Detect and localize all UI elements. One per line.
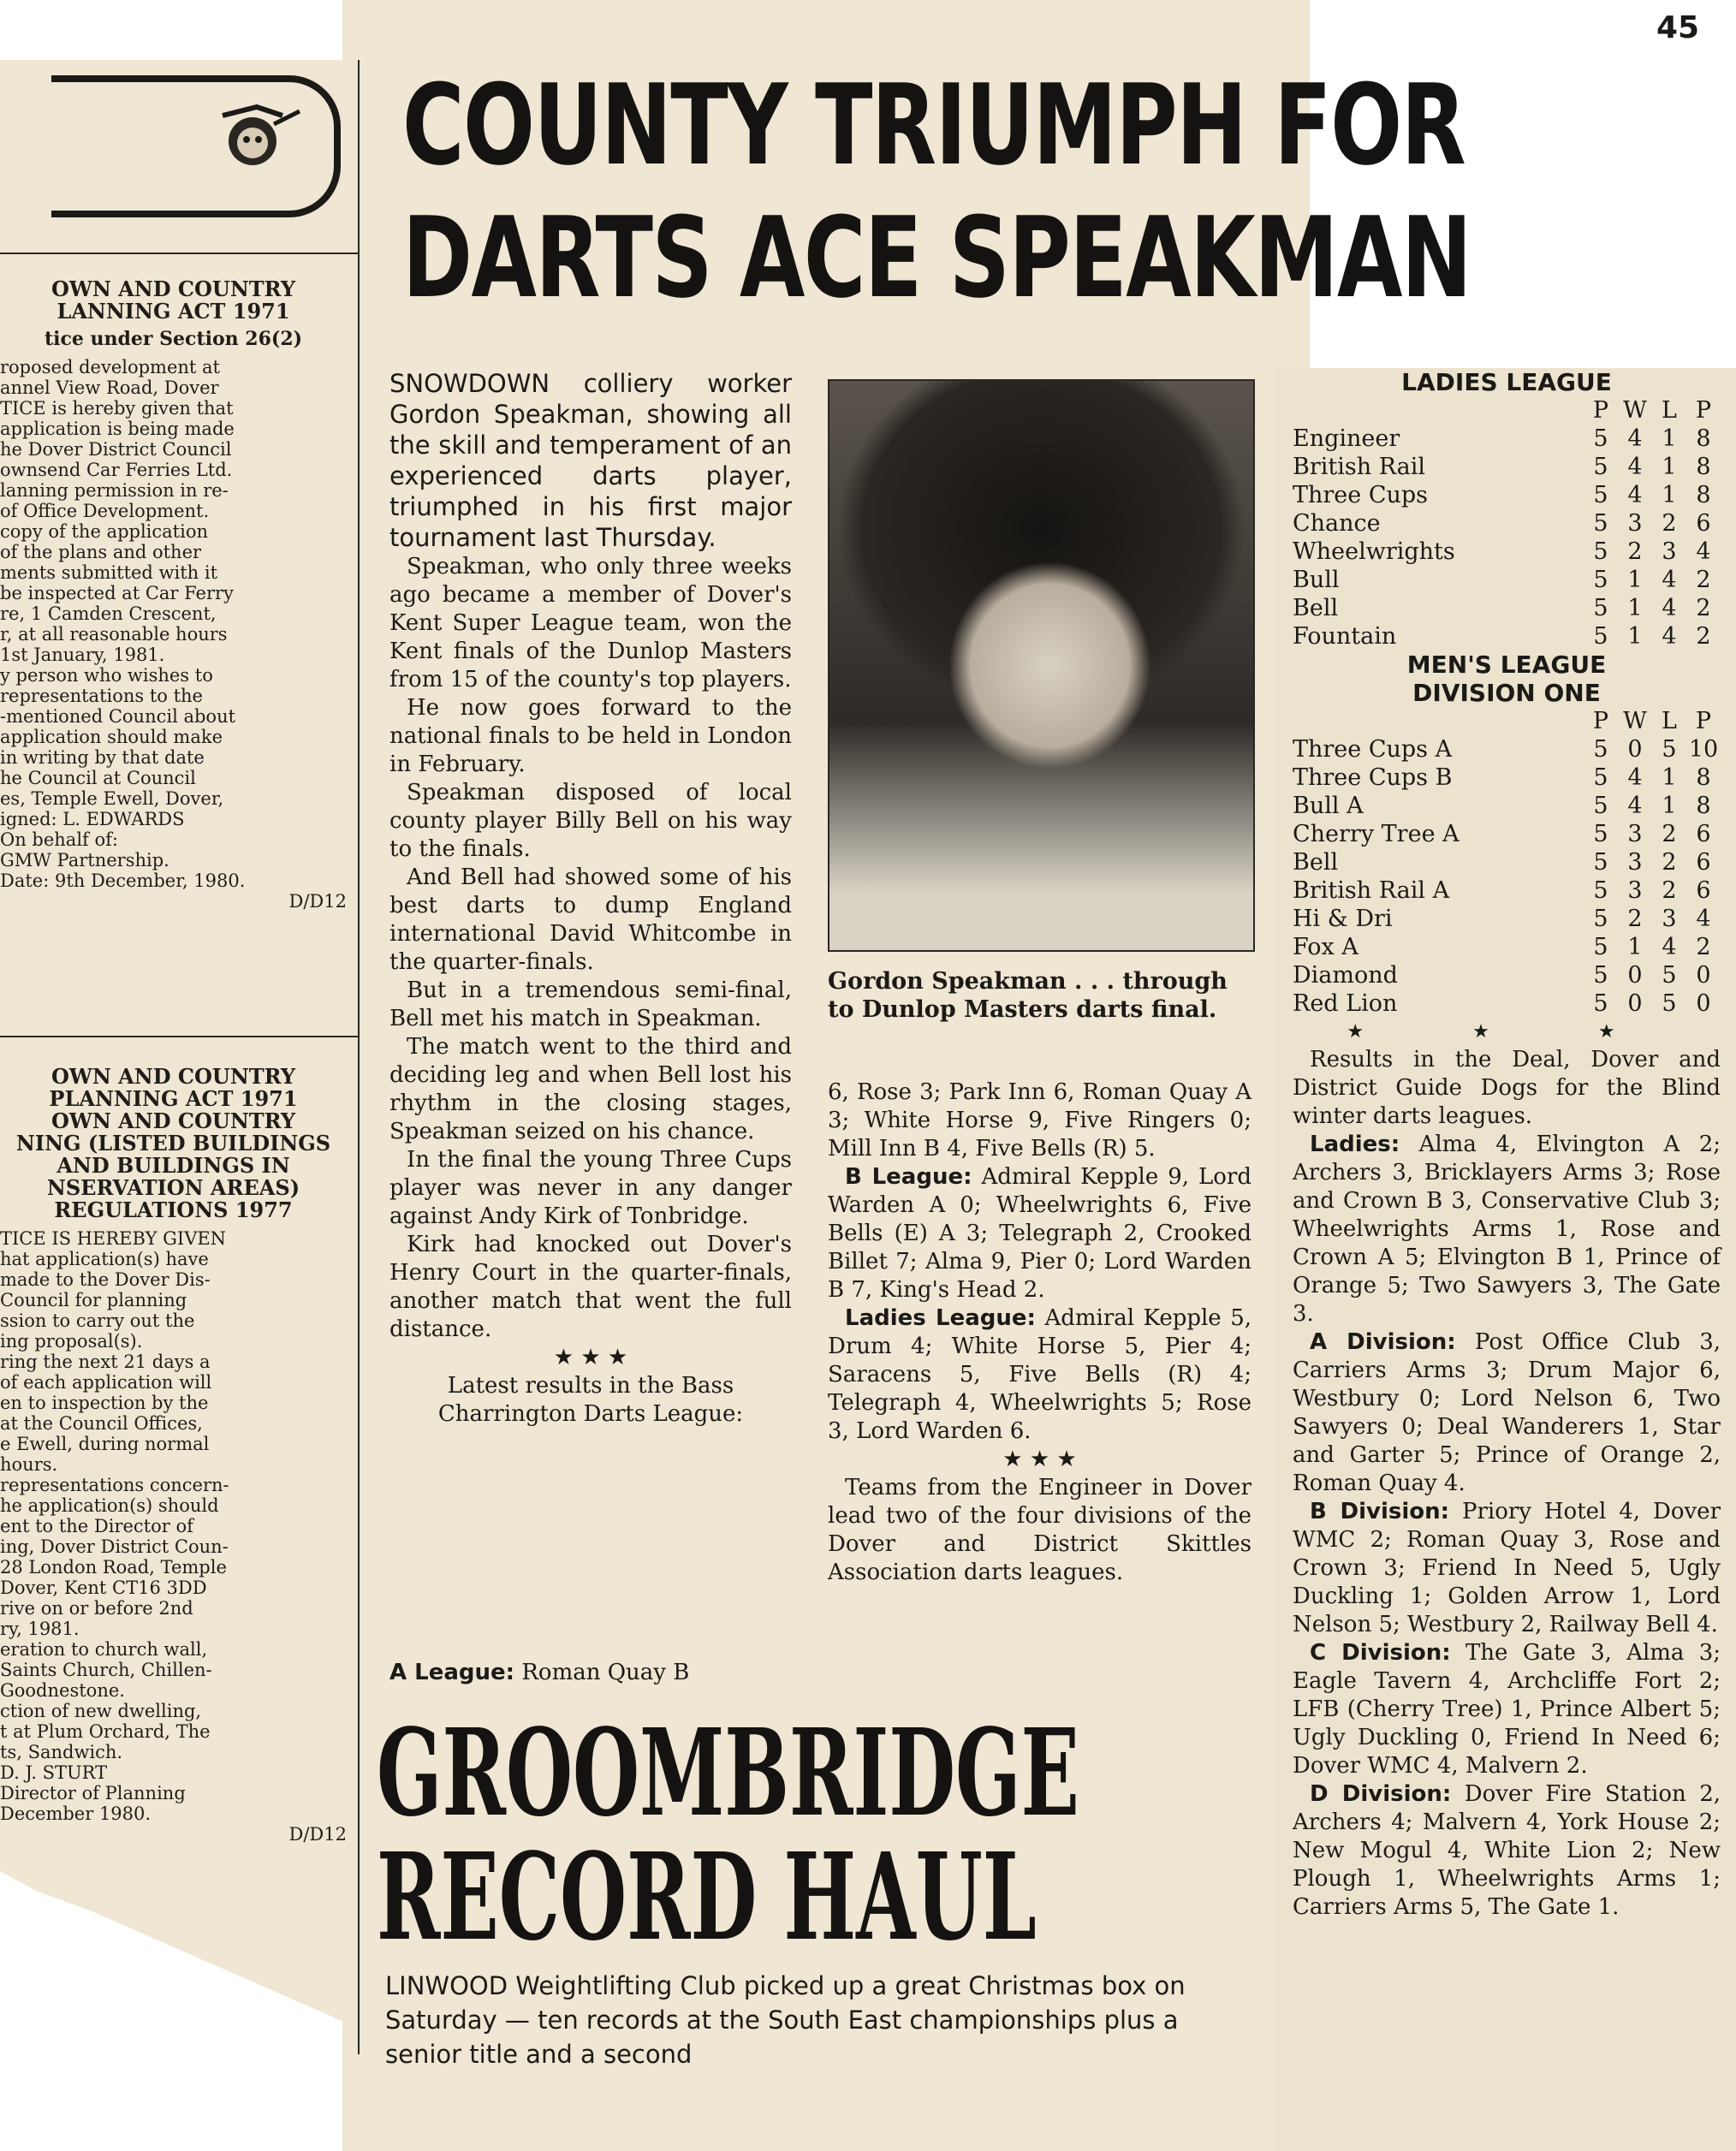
notice-line: ction of new dwelling, [0,1701,202,1721]
notice-line: of the plans and other [0,542,202,562]
notice-line: representations concern- [0,1475,229,1495]
table-cell: 4 [1627,482,1643,508]
notice-line: ing, Dover District Coun- [0,1536,229,1557]
notice-line: Goodnestone. [0,1680,125,1701]
notice-line: December 1980. [0,1803,152,1824]
table-cell: Three Cups A [1293,736,1453,763]
notice-title: NSERVATION AREAS) [46,1175,300,1200]
table-cell: 5 [1593,962,1608,989]
table-cell: 5 [1593,623,1608,650]
notice-line: annel View Road, Dover [0,377,219,398]
article-column-2 [828,1078,1251,1587]
mens-league-title: MEN'S LEAGUE [1406,651,1607,679]
table-header-cell [1293,707,1584,735]
table-header-cell: W [1623,397,1647,424]
notice-title: OWN AND COUNTRY [51,1108,295,1133]
notice-line: ing proposal(s). [0,1331,143,1352]
table-row [1293,538,1721,566]
table-cell: 5 [1593,934,1608,960]
notice-line: TICE IS HEREBY GIVEN [0,1228,227,1249]
c-division-label: C Division: [1310,1640,1451,1666]
notice-title: OWN AND COUNTRY [51,276,295,301]
article-paragraph: He now goes forward to the national finals to be held in London in February. [389,695,792,777]
table-header-row [1293,707,1721,735]
table-cell: 1 [1627,934,1643,960]
table-row [1293,594,1721,622]
table-cell: 2 [1662,510,1677,537]
table-cell: 8 [1696,482,1711,508]
article-paragraph: In the final the young Three Cups player was never in any danger against Andy Kirk of Tonbridge. [389,1147,792,1229]
table-cell: 3 [1627,821,1643,847]
table-cell: 2 [1662,849,1677,876]
mens-division-title: DIVISION ONE [1412,679,1601,707]
notice-line: ssion to carry out the [0,1310,195,1331]
table-header-cell: L [1662,708,1677,734]
headline-line-1: COUNTY TRIUMPH FOR [402,60,1465,190]
table-cell: 5 [1593,849,1608,876]
table-header-row [1293,396,1721,425]
mens-league-table [1293,707,1721,1018]
table-cell: Bell [1293,849,1339,876]
notice-line: at the Council Offices, [0,1413,203,1434]
ladies-league-label: Ladies League: [845,1305,1036,1331]
table-cell: Hi & Dri [1293,906,1393,932]
table-header-cell: L [1662,397,1677,424]
table-cell: Wheelwrights [1293,538,1455,565]
notice-line: application is being made [0,419,235,439]
table-cell: 6 [1696,510,1711,537]
table-cell: 5 [1593,567,1608,593]
notice-line: ry, 1981. [0,1619,80,1639]
table-cell: Bell [1293,595,1339,621]
b-league-label: B League: [845,1164,972,1190]
ladies-label: Ladies: [1310,1132,1400,1157]
notice-ref: D/D12 [288,891,347,912]
article-paragraph: Speakman, who only three weeks ago became a member of Dover's Kent Super League team, won the Kent finals of the Dunlop Masters from 15 of the county's top players. [389,554,792,692]
notice-line: rive on or before 2nd [0,1598,193,1619]
notice-line: hours. [0,1454,58,1475]
table-cell: 6 [1696,821,1711,847]
photo-caption: Gordon Speakman . . . through to Dunlop Masters darts final. [828,968,1228,1023]
notice-line: he Council at Council [0,768,196,788]
divider-stars: ★ ★ ★ [1002,1447,1077,1472]
table-cell: 4 [1662,934,1677,960]
table-cell: 4 [1696,906,1711,932]
table-cell: 0 [1627,990,1643,1017]
divider-stars: ★ ★ ★ [1347,1021,1667,1043]
notice-line: representations to the [0,686,203,706]
table-cell: 8 [1696,425,1711,452]
results-intro: Results in the Deal, Dover and District Guide Dogs for the Blind winter darts leagues. [1293,1047,1721,1129]
table-cell: Engineer [1293,425,1400,452]
notice-line: t at Plum Orchard, The [0,1721,211,1742]
table-row [1293,566,1721,594]
table-cell: British Rail A [1293,877,1450,904]
table-cell: 4 [1627,454,1643,480]
table-cell: 2 [1662,877,1677,904]
table-cell: 5 [1593,906,1608,932]
table-cell: British Rail [1293,454,1426,480]
notice-line: he application(s) should [0,1495,219,1516]
ladies-league-title: LADIES LEAGUE [1401,368,1612,396]
table-cell: 5 [1593,764,1608,791]
table-cell: 5 [1662,736,1677,763]
b-division-label: B Division: [1310,1499,1450,1524]
notice-line: eration to church wall, [0,1639,208,1660]
table-cell: Bull [1293,567,1340,593]
notice-line: e Ewell, during normal [0,1434,210,1454]
headline-line-2: DARTS ACE SPEAKMAN [402,193,1471,323]
table-cell: 0 [1627,736,1643,763]
notice-line: be inspected at Car Ferry [0,583,234,603]
notice-line: r, at all reasonable hours [0,624,228,645]
table-cell: 5 [1593,538,1608,565]
table-cell: 6 [1696,849,1711,876]
table-cell: 0 [1696,962,1711,989]
table-cell: 2 [1696,623,1711,650]
table-row [1293,989,1721,1018]
notice-line: 1st January, 1981. [0,645,165,665]
table-header-cell: P [1592,397,1609,424]
notice-title: REGULATIONS 1977 [54,1197,293,1222]
notice-line: he Dover District Council [0,439,232,460]
table-header-cell: P [1695,397,1712,424]
table-cell: Chance [1293,510,1381,537]
table-cell: 5 [1593,454,1608,480]
table-header-cell: W [1623,708,1647,734]
table-cell: 8 [1696,793,1711,819]
article-paragraph: Speakman disposed of local county player Billy Bell on his way to the finals. [389,780,792,862]
table-row [1293,905,1721,933]
table-cell: 5 [1593,736,1608,763]
notice-titles [0,1066,347,1221]
notice-line: of each application will [0,1372,212,1393]
table-cell: 4 [1696,538,1711,565]
table-cell: 2 [1662,821,1677,847]
table-cell: 4 [1627,425,1643,452]
a-league-continued: 6, Rose 3; Park Inn 6, Roman Quay A 3; White Horse 9, Five Ringers 0; Mill Inn B 4, Five Bells (R) 5. [828,1079,1251,1162]
notice-line: ent to the Director of [0,1516,193,1536]
notice-title: PLANNING ACT 1971 [49,1086,298,1111]
d-division-label: D Division: [1310,1781,1452,1807]
notice-body [0,357,347,891]
table-row [1293,481,1721,509]
notice-line: Council for planning [0,1290,187,1310]
table-cell: 5 [1662,962,1677,989]
ladies-league-text: Admiral Kepple 5, Drum 4; White Horse 5, Pier 4; Saracens 5, Five Bells (R) 4; Telegraph 4, Wheelwrights 5; Rose 3, Lord Warden 6. [828,1305,1252,1444]
table-row [1293,933,1721,961]
notice-subtitle: tice under Section 26(2) [44,328,303,350]
table-cell: 6 [1696,877,1711,904]
ladies-league-table [1293,396,1721,651]
table-cell: 1 [1627,623,1643,650]
article-paragraph: ★ ★ ★ [553,1345,628,1370]
notice-title: NING (LISTED BUILDINGS [15,1131,331,1156]
table-cell: 2 [1696,567,1711,593]
notice-line: 28 London Road, Temple [0,1557,227,1578]
table-cell: 5 [1593,877,1608,904]
table-row [1293,425,1721,453]
notice-line: Date: 9th December, 1980. [0,871,246,891]
notice-line: application should make [0,727,223,747]
headline2-line-1: GROOMBRIDGE [377,1703,1079,1844]
notice-line: re, 1 Camden Crescent, [0,603,217,624]
notice-title: LANNING ACT 1971 [56,299,290,324]
table-cell: 1 [1662,425,1677,452]
table-cell: 3 [1662,906,1677,932]
notice-line: y person who wishes to [0,665,213,686]
notice-line: copy of the application [0,521,208,542]
notice-line: -mentioned Council about [0,706,236,727]
table-row [1293,735,1721,764]
headline2-line-2: RECORD HAUL [377,1827,1037,1968]
table-cell: Red Lion [1293,990,1398,1017]
table-cell: 2 [1696,934,1711,960]
notice-line: GMW Partnership. [0,850,169,871]
table-cell: Cherry Tree A [1293,821,1460,847]
column-rule-left [358,60,360,2054]
article-paragraph: Kirk had knocked out Dover's Henry Court in the quarter-finals, another match that went the full distance. [389,1232,792,1342]
league-tables [1293,368,1721,1922]
table-row [1293,764,1721,792]
table-cell: Three Cups B [1293,764,1453,791]
table-cell: 5 [1593,425,1608,452]
table-cell: Fountain [1293,623,1397,650]
notice-body [0,1228,347,1824]
planning-notice-2 [0,1066,347,1845]
table-cell: 4 [1627,793,1643,819]
a-division-label: A Division: [1310,1329,1456,1355]
notice-ref: D/D12 [288,1824,347,1845]
a-league-line [389,1659,792,1687]
table-cell: 5 [1593,793,1608,819]
table-row [1293,792,1721,820]
ladies-results: Alma 4, Elvington A 2; Archers 3, Bricklayers Arms 3; Rose and Crown B 3, Conservative Club 3; Wheelwrights Arms 1, Rose and Crown A 5; Elvington B 1, Prince of Orange 5; Two Sawyers 3, The Gate 3. [1293,1132,1721,1327]
table-cell: 4 [1662,623,1677,650]
table-cell: 3 [1627,877,1643,904]
table-cell: 4 [1662,595,1677,621]
notice-line: roposed development at [0,357,220,377]
notice-line: en to inspection by the [0,1393,209,1413]
table-cell: 2 [1627,538,1643,565]
table-header-cell: P [1695,708,1712,734]
notice-line: Dover, Kent CT16 3DD [0,1578,207,1598]
table-cell: 1 [1627,567,1643,593]
notice-line: Saints Church, Chillen- [0,1660,212,1680]
c-division-results: The Gate 3, Alma 3; Eagle Tavern 4, Archcliffe Fort 2; LFB (Cherry Tree) 1, Prince Albert 5; Ugly Duckling 0, Friend In Need 6; Dover WMC 4, Malvern 2. [1293,1640,1721,1779]
a-division-results: Post Office Club 3, Carriers Arms 3; Drum Major 6, Westbury 0; Lord Nelson 6, Two Sawyers 0; Deal Wanderers 1, Star and Garter 5; Prince of Orange 2, Roman Quay 4. [1293,1329,1721,1496]
notice-line: ments submitted with it [0,562,218,583]
table-cell: Diamond [1293,962,1398,989]
notice-line: ownsend Car Ferries Ltd. [0,460,233,480]
notice-line: On behalf of: [0,829,118,850]
notice-line: TICE is hereby given that [0,398,234,419]
notice-title: AND BUILDINGS IN [56,1153,290,1178]
table-row [1293,820,1721,848]
notice-line: ring the next 21 days a [0,1352,211,1372]
table-cell: 1 [1662,793,1677,819]
table-cell: 4 [1627,764,1643,791]
table-row [1293,876,1721,905]
table-header-cell [1293,396,1584,425]
guide-dogs-results [1293,1046,1721,1922]
table-cell: Three Cups [1293,482,1429,508]
table-cell: 0 [1627,962,1643,989]
notice-line: Director of Planning [0,1783,186,1803]
notice-line: in writing by that date [0,747,205,768]
table-cell: 3 [1662,538,1677,565]
table-cell: 10 [1688,736,1719,763]
table-cell: 1 [1627,595,1643,621]
table-cell: 5 [1593,482,1608,508]
table-row [1293,961,1721,989]
page-number: 45 [1656,10,1700,45]
logo-rule [0,253,358,254]
table-cell: 1 [1662,454,1677,480]
d-division-results: Dover Fire Station 2, Archers 4; Malvern 4, York House 2; New Mogul 4, White Lion 2; New Plough 1, Wheelwrights Arms 1; Carriers Arms 5, The Gate 1. [1293,1781,1721,1920]
table-cell: Bull A [1293,793,1364,819]
article-column-1 [389,368,792,1429]
table-cell: 3 [1627,510,1643,537]
notice-title: OWN AND COUNTRY [51,1064,295,1089]
table-cell: 8 [1696,454,1711,480]
notice-line: lanning permission in re- [0,480,229,501]
notice-divider [0,1036,358,1037]
a-league-label: A League: [389,1660,515,1685]
skittles-text: Teams from the Engineer in Dover lead two of the four divisions of the Dover and District Skittles Association darts leagues. [828,1475,1251,1585]
table-cell: 5 [1593,990,1608,1017]
table-cell: 5 [1593,510,1608,537]
table-cell: 2 [1696,595,1711,621]
article-paragraph: And Bell had showed some of his best darts to dump England international David Whitcombe in the quarter-finals. [389,865,792,975]
table-cell: 5 [1593,821,1608,847]
table-row [1293,453,1721,481]
table-row [1293,622,1721,651]
notice-line: ts, Sandwich. [0,1742,123,1762]
notice-line: hat application(s) have [0,1249,209,1269]
table-row [1293,848,1721,876]
article-paragraph: SNOWDOWN colliery worker Gordon Speakman, showing all the skill and temperament of an experienced darts player, triumphed in his first major tournament last Thursday. [389,369,792,552]
table-header-cell: P [1592,708,1609,734]
article-paragraph: But in a tremendous semi-final, Bell met his match in Speakman. [389,977,792,1031]
notice-line: es, Temple Ewell, Dover, [0,788,224,809]
table-cell: 5 [1662,990,1677,1017]
table-cell: 2 [1627,906,1643,932]
a-league-text: Roman Quay B [521,1660,690,1685]
table-row [1293,509,1721,538]
table-cell: Fox A [1293,934,1358,960]
speakman-photo [828,379,1255,952]
table-cell: 8 [1696,764,1711,791]
table-cell: 0 [1696,990,1711,1017]
table-cell: 4 [1662,567,1677,593]
table-cell: 3 [1627,849,1643,876]
notice-line: igned: L. EDWARDS [0,809,185,829]
table-cell: 1 [1662,764,1677,791]
notice-line: D. J. STURT [0,1762,108,1783]
notice-line: of Office Development. [0,501,210,521]
article-paragraph: Latest results in the Bass Charrington Darts League: [437,1373,744,1427]
article-paragraph: The match went to the third and deciding leg and when Bell lost his rhythm in the closing stages, Speakman seized on his chance. [389,1034,792,1144]
b-league-text: Admiral Kepple 9, Lord Warden A 0; Wheelwrights 6, Five Bells (E) A 3; Telegraph 2, Crooked Billet 7; Alma 9, Pier 0; Lord Warden B 7, King's Head 2. [828,1164,1252,1303]
b-division-results: Priory Hotel 4, Dover WMC 2; Roman Quay 3, Rose and Crown 3; Friend In Need 5, Ugly Duckling 1; Golden Arrow 1, Lord Nelson 5; Westbury 2, Railway Bell 4. [1293,1499,1721,1637]
planning-notice-1 [0,278,347,912]
notice-line: made to the Dover Dis- [0,1269,211,1290]
groombridge-article: LINWOOD Weightlifting Club picked up a great Christmas box on Saturday — ten records at the South East championships plus a senior title and a second [385,1971,1186,2069]
table-cell: 1 [1662,482,1677,508]
darts-player-icon [205,98,317,175]
table-cell: 5 [1593,595,1608,621]
